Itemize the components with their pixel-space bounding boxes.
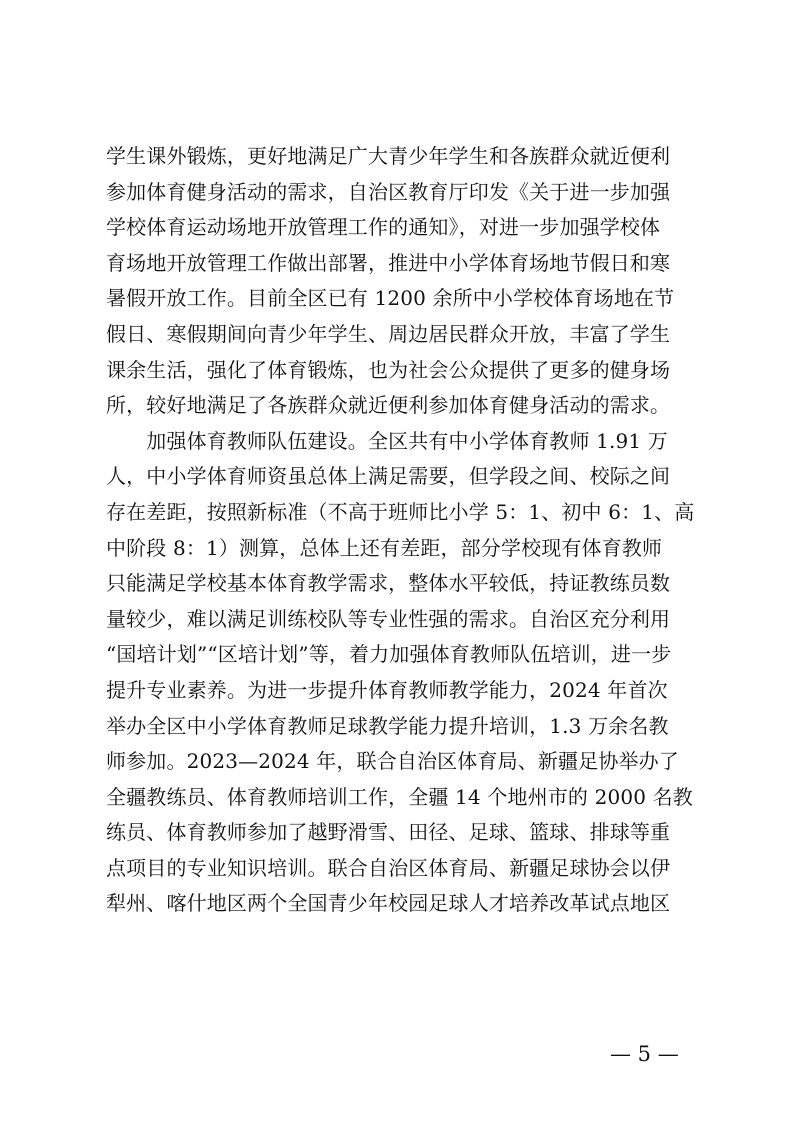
text-line: 点项目的专业知识培训。联合自治区体育局、新疆足球协会以伊 [106,855,671,880]
text-line: “国培计划”“区培计划”等，着力加强体育教师队伍培训，进一步 [106,642,672,667]
text-line: 所，较好地满足了各族群众就近便利参加体育健身活动的需求。 [106,393,671,418]
text-line: 加强体育教师队伍建设。全区共有中小学体育教师 1.91 万 [106,428,668,453]
text-line: 学生课外锻炼，更好地满足广大青少年学生和各族群众就近便利 [106,144,671,168]
text-line: 练员、体育教师参加了越野滑雪、田径、足球、篮球、排球等重 [106,820,671,845]
text-line: 课余生活，强化了体育锻炼，也为社会公众提供了更多的健身场 [106,357,671,382]
page-number: — 5 — [610,1042,679,1066]
text-line: 师参加。2023—2024 年，联合自治区体育局、新疆足协举办了 [106,749,679,774]
text-line: 中阶段 8：1）测算，总体上还有差距，部分学校现有体育教师 [106,535,663,560]
text-line: 育场地开放管理工作做出部署，推进中小学体育场地节假日和寒 [106,250,671,275]
text-line: 举办全区中小学体育教师足球教学能力提升培训，1.3 万余名教 [106,713,669,738]
body-text [106,139,695,922]
text-line: 假日、寒假期间向青少年学生、周边居民群众开放，丰富了学生 [106,321,671,346]
text-line: 人，中小学体育师资虽总体上满足需要，但学段之间、校际之间 [106,464,671,489]
text-line: 参加体育健身活动的需求，自治区教育厅印发《关于进一步加强 [106,179,671,204]
text-line: 存在差距，按照新标准（不高于班师比小学 5：1、初中 6：1、高 [106,499,695,524]
text-line: 学校体育运动场地开放管理工作的通知》，对进一步加强学校体 [106,215,661,240]
text-line: 全疆教练员、体育教师培训工作，全疆 14 个地州市的 2000 名教 [106,784,693,809]
text-line: 只能满足学校基本体育教学需求，整体水平较低，持证教练员数 [106,571,671,596]
text-line: 提升专业素养。为进一步提升体育教师教学能力，2024 年首次 [106,677,668,702]
text-line: 犁州、喀什地区两个全国青少年校园足球人才培养改革试点地区 [106,891,671,916]
text-line: 暑假开放工作。目前全区已有 1200 余所中小学校体育场地在节 [106,286,675,311]
text-line: 量较少，难以满足训练校队等专业性强的需求。自治区充分利用 [106,606,671,631]
